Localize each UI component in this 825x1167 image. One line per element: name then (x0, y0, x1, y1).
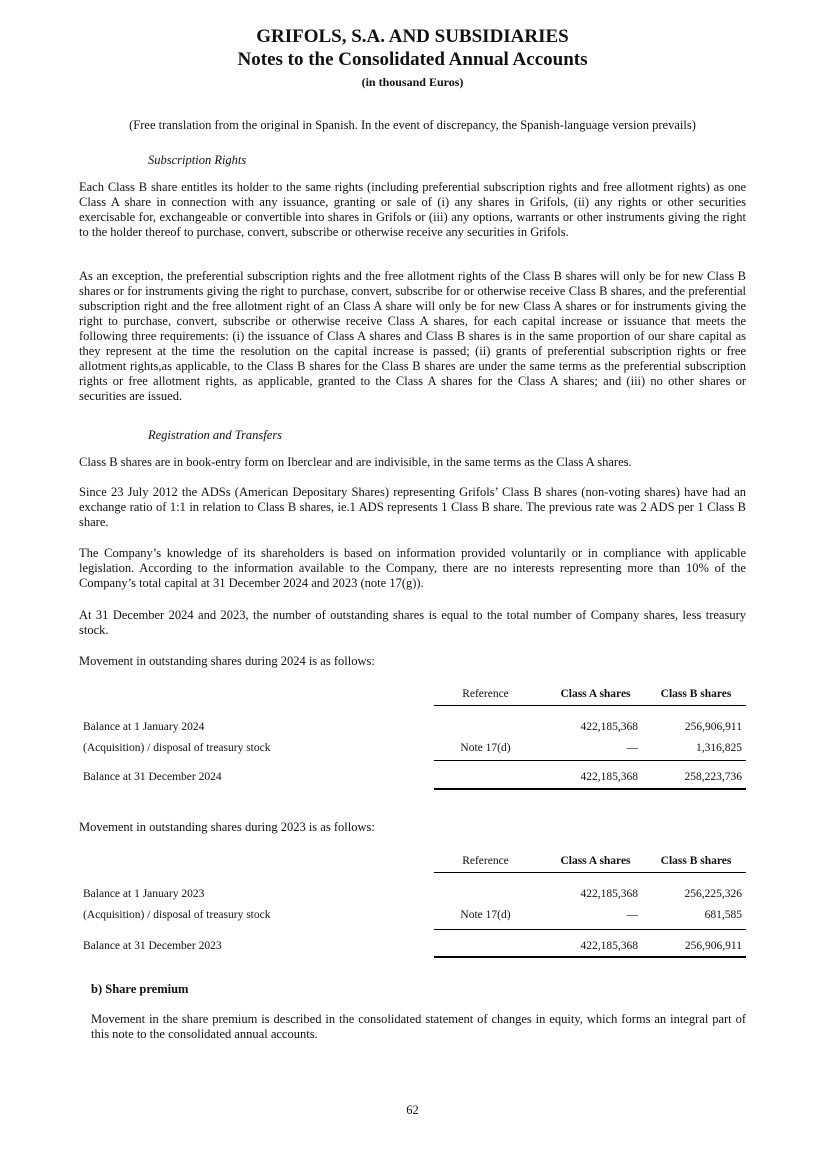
subscription-rights-para-2: As an exception, the preferential subscription rights and the free allotment rights of the Class B shares will only be for new Class B shares or for instruments giving the right to purchase, convert, subscribe for or otherwise receive Class B shares, and the preferential subscription right and the free allotment right of an Class A share will only be for new Class A shares or for instruments giving the right to purchase, convert, subscribe or otherwise receive Class A shares, for each capital increase or issuance that meets the following three requirements: (i) the issuance of Class A shares and Class B shares is in the same proportion of our share capital as they represent at the time the resolution on the capital increase is passed; (ii) grants of preferential subscription rights or free allotment rights,as applicable, to the Class B shares for the Class B shares are under the same terms as the preferential subscription rights or free allotment rights, as applicable, granted to the Class A shares for the Class A shares; and (iii) no other shares or securities are issued. (79, 269, 746, 403)
share-premium-para: Movement in the share premium is described in the consolidated statement of changes in equity, which forms an integral part of this note to the consolidated annual accounts. (91, 1012, 746, 1041)
header-class-b: Class B shares (660, 855, 732, 867)
subtotal-divider (434, 760, 746, 761)
registration-para-3: The Company’s knowledge of its shareholders is based on information provided voluntarily or in compliance with applicable legislation. According to the information available to the Company, there are no interests representing more than 10% of the Company’s total capital at 31 December 2024 and 2023 (note 17(g)). (79, 546, 746, 590)
table-row: Balance at 1 January 2023 422,185,368 256,225,326 (83, 888, 742, 900)
table-row: (Acquisition) / disposal of treasury stock Note 17(d) — 681,585 (83, 909, 742, 921)
table-row-total: Balance at 31 December 2024 422,185,368 258,223,736 (83, 771, 742, 783)
company-name: GRIFOLS, S.A. AND SUBSIDIARIES (256, 26, 569, 47)
share-premium-heading: b) Share premium (91, 982, 189, 996)
header-divider (434, 705, 746, 706)
registration-para-4: At 31 December 2024 and 2023, the number of outstanding shares is equal to the total number of Company shares, less treasury stock. (79, 608, 746, 637)
table-row-total: Balance at 31 December 2023 422,185,368 256,906,911 (83, 940, 742, 952)
table-header-row (79, 688, 746, 704)
document-title: Notes to the Consolidated Annual Accounts (237, 49, 588, 70)
page-number: 62 (406, 1103, 419, 1117)
header-divider (434, 872, 746, 873)
table-row: (Acquisition) / disposal of treasury stock Note 17(d) — 1,316,825 (83, 742, 742, 754)
subscription-rights-para-1: Each Class B share entitles its holder to the same rights (including preferential subscription rights and free allotment rights) as one Class A share in connection with any issuance, granting or sale of (i) any shares in Grifols, (ii) any rights or other securities exercisable for, exchangeable or convertible into shares in Grifols or (iii) any options, warrants or other instruments giving the right to the holder thereof to purchase, convert, subscribe or otherwise receive any securities in Grifols. (79, 180, 746, 239)
total-divider (434, 956, 746, 958)
subscription-rights-heading: Subscription Rights (148, 153, 247, 167)
header-class-a: Class A shares (560, 855, 631, 867)
registration-para-2: Since 23 July 2012 the ADSs (American Depositary Shares) representing Grifols’ Class B shares (non-voting shares) have had an exchange ratio of 1:1 in relation to Class B shares, ie.1 ADS represents 1 Class B share. The previous rate was 2 ADS per 1 Class B share. (79, 485, 746, 529)
header-class-a: Class A shares (560, 688, 631, 700)
total-divider (434, 788, 746, 790)
header-reference: Reference (462, 855, 509, 867)
registration-heading: Registration and Transfers (148, 428, 283, 442)
translation-note: (Free translation from the original in Spanish. In the event of discrepancy, the Spanish-language version prevails) (129, 118, 696, 132)
table-row: Balance at 1 January 2024 422,185,368 256,906,911 (83, 721, 742, 733)
subtotal-divider (434, 929, 746, 930)
registration-para-1: Class B shares are in book-entry form on Iberclear and are indivisible, in the same terms as the Class A shares. (79, 455, 632, 469)
page-header (0, 25, 825, 91)
table-header-row (79, 855, 746, 871)
header-reference: Reference (462, 688, 509, 700)
units-note: (in thousand Euros) (361, 75, 464, 89)
movement-2023-intro: Movement in outstanding shares during 2023 is as follows: (79, 820, 375, 834)
movement-2024-intro: Movement in outstanding shares during 2024 is as follows: (79, 654, 375, 668)
header-class-b: Class B shares (660, 688, 732, 700)
